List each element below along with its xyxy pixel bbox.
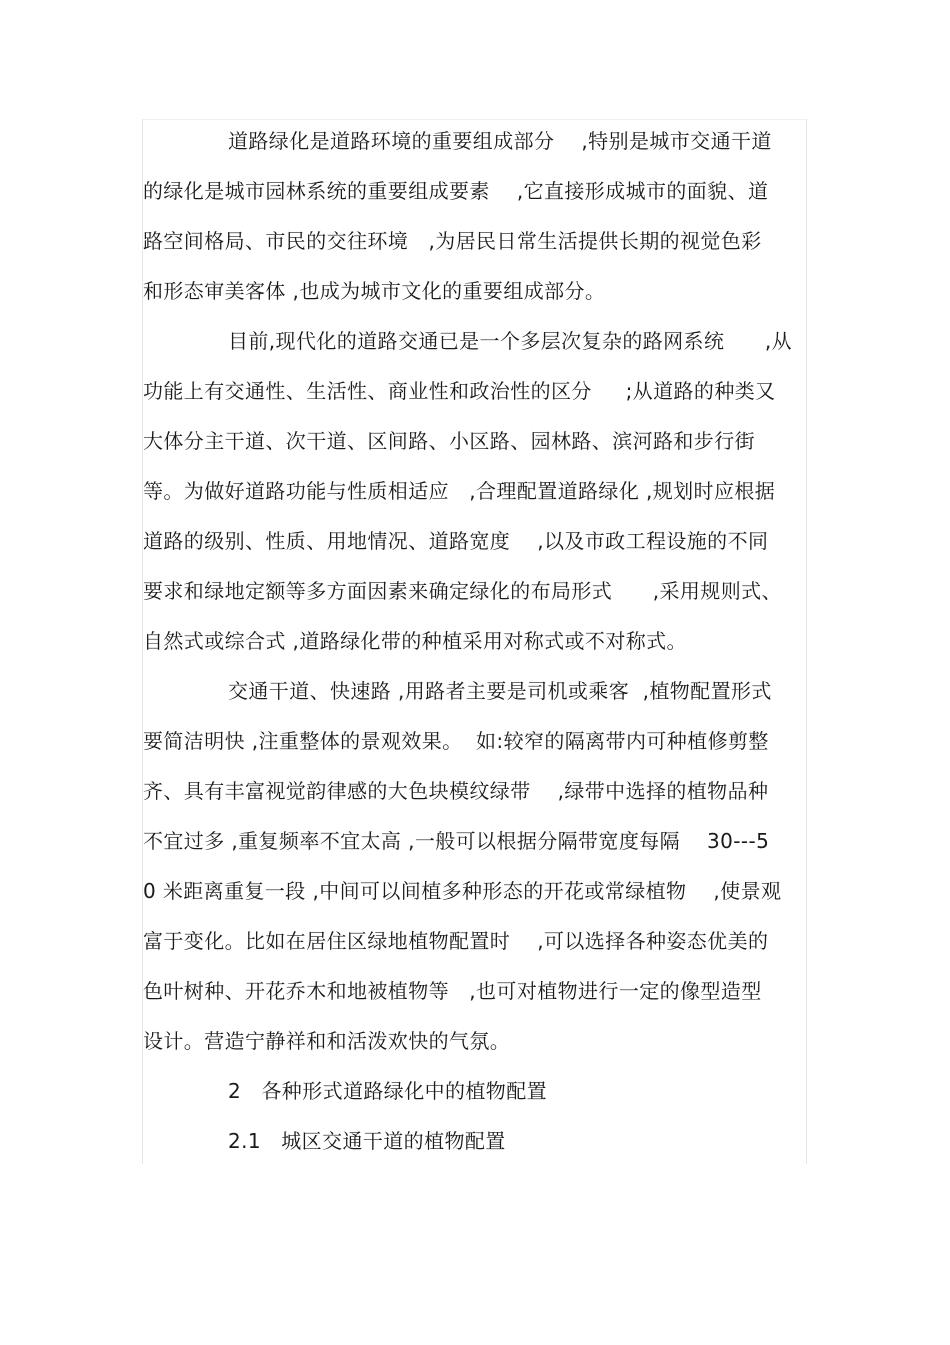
paragraph-3-line-1: 交通干道、快速路 ,用路者主要是司机或乘客 ,植物配置形式 [228, 679, 772, 703]
paragraph-1-line-3: 路空间格局、市民的交往环境 ,为居民日常生活提供长期的视觉色彩 [143, 229, 762, 253]
paragraph-2-line-4: 等。为做好道路功能与性质相适应 ,合理配置道路绿化 ,规划时应根据 [143, 479, 776, 503]
paragraph-1-line-1: 道路绿化是道路环境的重要组成部分 ,特别是城市交通干道 [228, 129, 772, 153]
paragraph-3-line-6: 富于变化。比如在居住区绿地植物配置时 ,可以选择各种姿态优美的 [143, 929, 769, 953]
paragraph-2-line-3: 大体分主干道、次干道、区间路、小区路、园林路、滨河路和步行街 [143, 429, 755, 453]
section-heading: 2 各种形式道路绿化中的植物配置 [228, 1079, 547, 1103]
paragraph-2-line-2: 功能上有交通性、生活性、商业性和政治性的区分 ;从道路的种类又 [143, 379, 776, 403]
paragraph-3-line-3: 齐、具有丰富视觉韵律感的大色块模纹绿带 ,绿带中选择的植物品种 [143, 779, 769, 803]
paragraph-3-line-4: 不宜过多 ,重复频率不宜太高 ,一般可以根据分隔带宽度每隔 30---5 [143, 829, 770, 853]
paragraph-1-line-2: 的绿化是城市园林系统的重要组成要素 ,它直接形成城市的面貌、道 [143, 179, 769, 203]
paragraph-3-line-8: 设计。营造宁静祥和和活泼欢快的气氛。 [143, 1029, 511, 1053]
paragraph-2-line-7: 自然式或综合式 ,道路绿化带的种植采用对称式或不对称式。 [143, 629, 687, 653]
paragraph-2-line-1: 目前,现代化的道路交通已是一个多层次复杂的路网系统 ,从 [228, 329, 793, 353]
subsection-heading: 2.1 城区交通干道的植物配置 [228, 1129, 506, 1153]
paragraph-3-line-7: 色叶树种、开花乔木和地被植物等 ,也可对植物进行一定的像型造型 [143, 979, 762, 1003]
paragraph-3-line-2: 要简洁明快 ,注重整体的景观效果。 如:较窄的隔离带内可种植修剪整 [143, 729, 769, 753]
paragraph-2-line-5: 道路的级别、性质、用地情况、道路宽度 ,以及市政工程设施的不同 [143, 529, 769, 553]
paragraph-3-line-5: 0 米距离重复一段 ,中间可以间植多种形态的开花或常绿植物 ,使景观 [143, 879, 782, 903]
paragraph-1-line-4: 和形态审美客体 ,也成为城市文化的重要组成部分。 [143, 279, 606, 303]
paragraph-2-line-6: 要求和绿地定额等多方面因素来确定绿化的布局形式 ,采用规则式、 [143, 579, 782, 603]
